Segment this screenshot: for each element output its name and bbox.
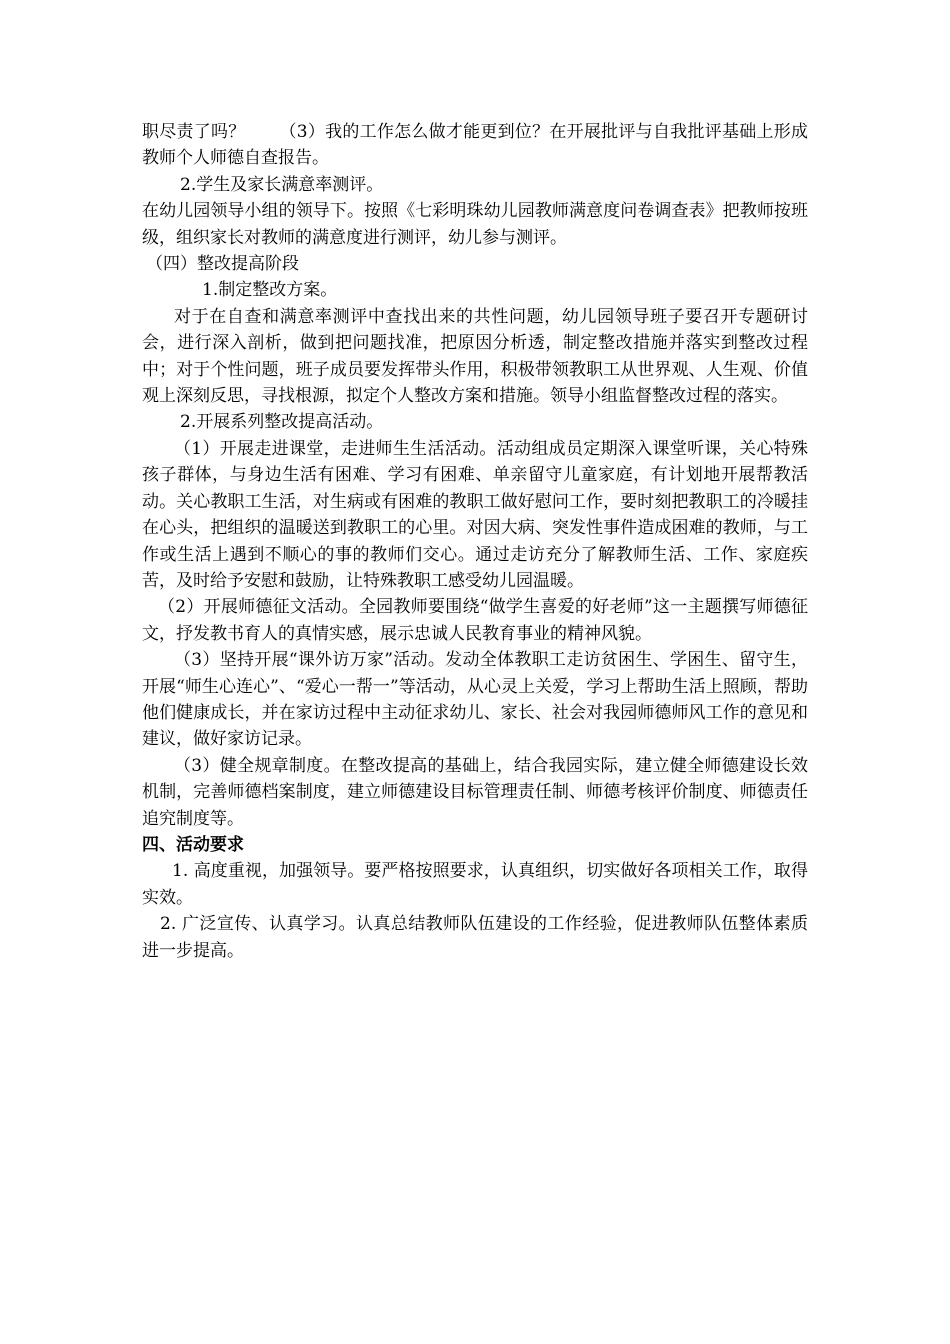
paragraph-self-check-end: 职尽责了吗？ （3）我的工作怎么做才能更到位？在开展批评与自我批评基础上形成教师个人师德自查报告。 [142,122,808,169]
paragraph-regulations: （3）健全规章制度。在整改提高的基础上，结合我园实际，建立健全师德建设长效机制，完善师德档案制度，建立师德建设目标管理责任制、师德考核评价制度、师德责任追究制度等。 [142,755,808,829]
section-heading-rectification: （四）整改提高阶段 [146,254,299,275]
subheading-rectification-plan: 1.制定整改方案。 [202,280,338,301]
subheading-satisfaction-survey: 2.学生及家长满意率测评。 [180,174,384,195]
paragraph-classroom-visits: （1）开展走进课堂，走进师生生活活动。活动组成员定期深入课堂听课，关心特殊孩子群体，与身边生活有困难、学习有困难、单亲留守儿童家庭，有计划地开展帮教活动。关心教职工生活，对生病或有困难的教职工做好慰问工作，要时刻把教职工的冷暖挂在心头，把组织的温暖送到教职工的心里。对因大病、突发性事件造成困难的教师，与工作或生活上遇到不顺心的事的教师们交心。通过走访充分了解教师生活、工作、家庭疾苦，及时给予安慰和鼓励，让特殊教职工感受幼儿园温暖。 [142,438,808,591]
subheading-rectification-activities: 2.开展系列整改提高活动。 [180,412,384,433]
section-heading-requirements: 四、活动要求 [142,834,244,855]
paragraph-rectification-plan: 对于在自查和满意率测评中查找出来的共性问题，幼儿园领导班子要召开专题研讨会，进行深入剖析，做到把问题找准，把原因分析透，制定整改措施并落实到整改过程中；对于个性问题，班子成员要发挥带头作用，积极带领教职工从世界观、人生观、价值观上深刻反思，寻找根源，拟定个人整改方案和措施。领导小组监督整改过程的落实。 [142,306,808,407]
paragraph-essay-activity: （2）开展师德征文活动。全园教师要围绕“做学生喜爱的好老师”这一主题撰写师德征文，抒发教书育人的真情实感，展示忠诚人民教育事业的精神风貌。 [142,597,808,644]
paragraph-satisfaction-survey: 在幼儿园领导小组的领导下。按照《七彩明珠幼儿园教师满意度问卷调查表》把教师按班级，组织家长对教师的满意度进行测评，幼儿参与测评。 [142,201,808,248]
paragraph-requirement-2: 2. 广泛宣传、认真学习。认真总结教师队伍建设的工作经验，促进教师队伍整体素质进一步提高。 [142,914,808,961]
document-body [142,119,808,964]
paragraph-home-visits: （3）坚持开展“课外访万家”活动。发动全体教职工走访贫困生、学困生、留守生，开展“师生心连心”、“爱心一帮一”等活动，从心灵上关爱，学习上帮助生活上照顾，帮助他们健康成长，并在家访过程中主动征求幼儿、家长、社会对我园师德师风工作的意见和建议，做好家访记录。 [142,650,808,750]
paragraph-requirement-1: 1. 高度重视，加强领导。要严格按照要求，认真组织，切实做好各项相关工作，取得实效。 [142,861,808,908]
